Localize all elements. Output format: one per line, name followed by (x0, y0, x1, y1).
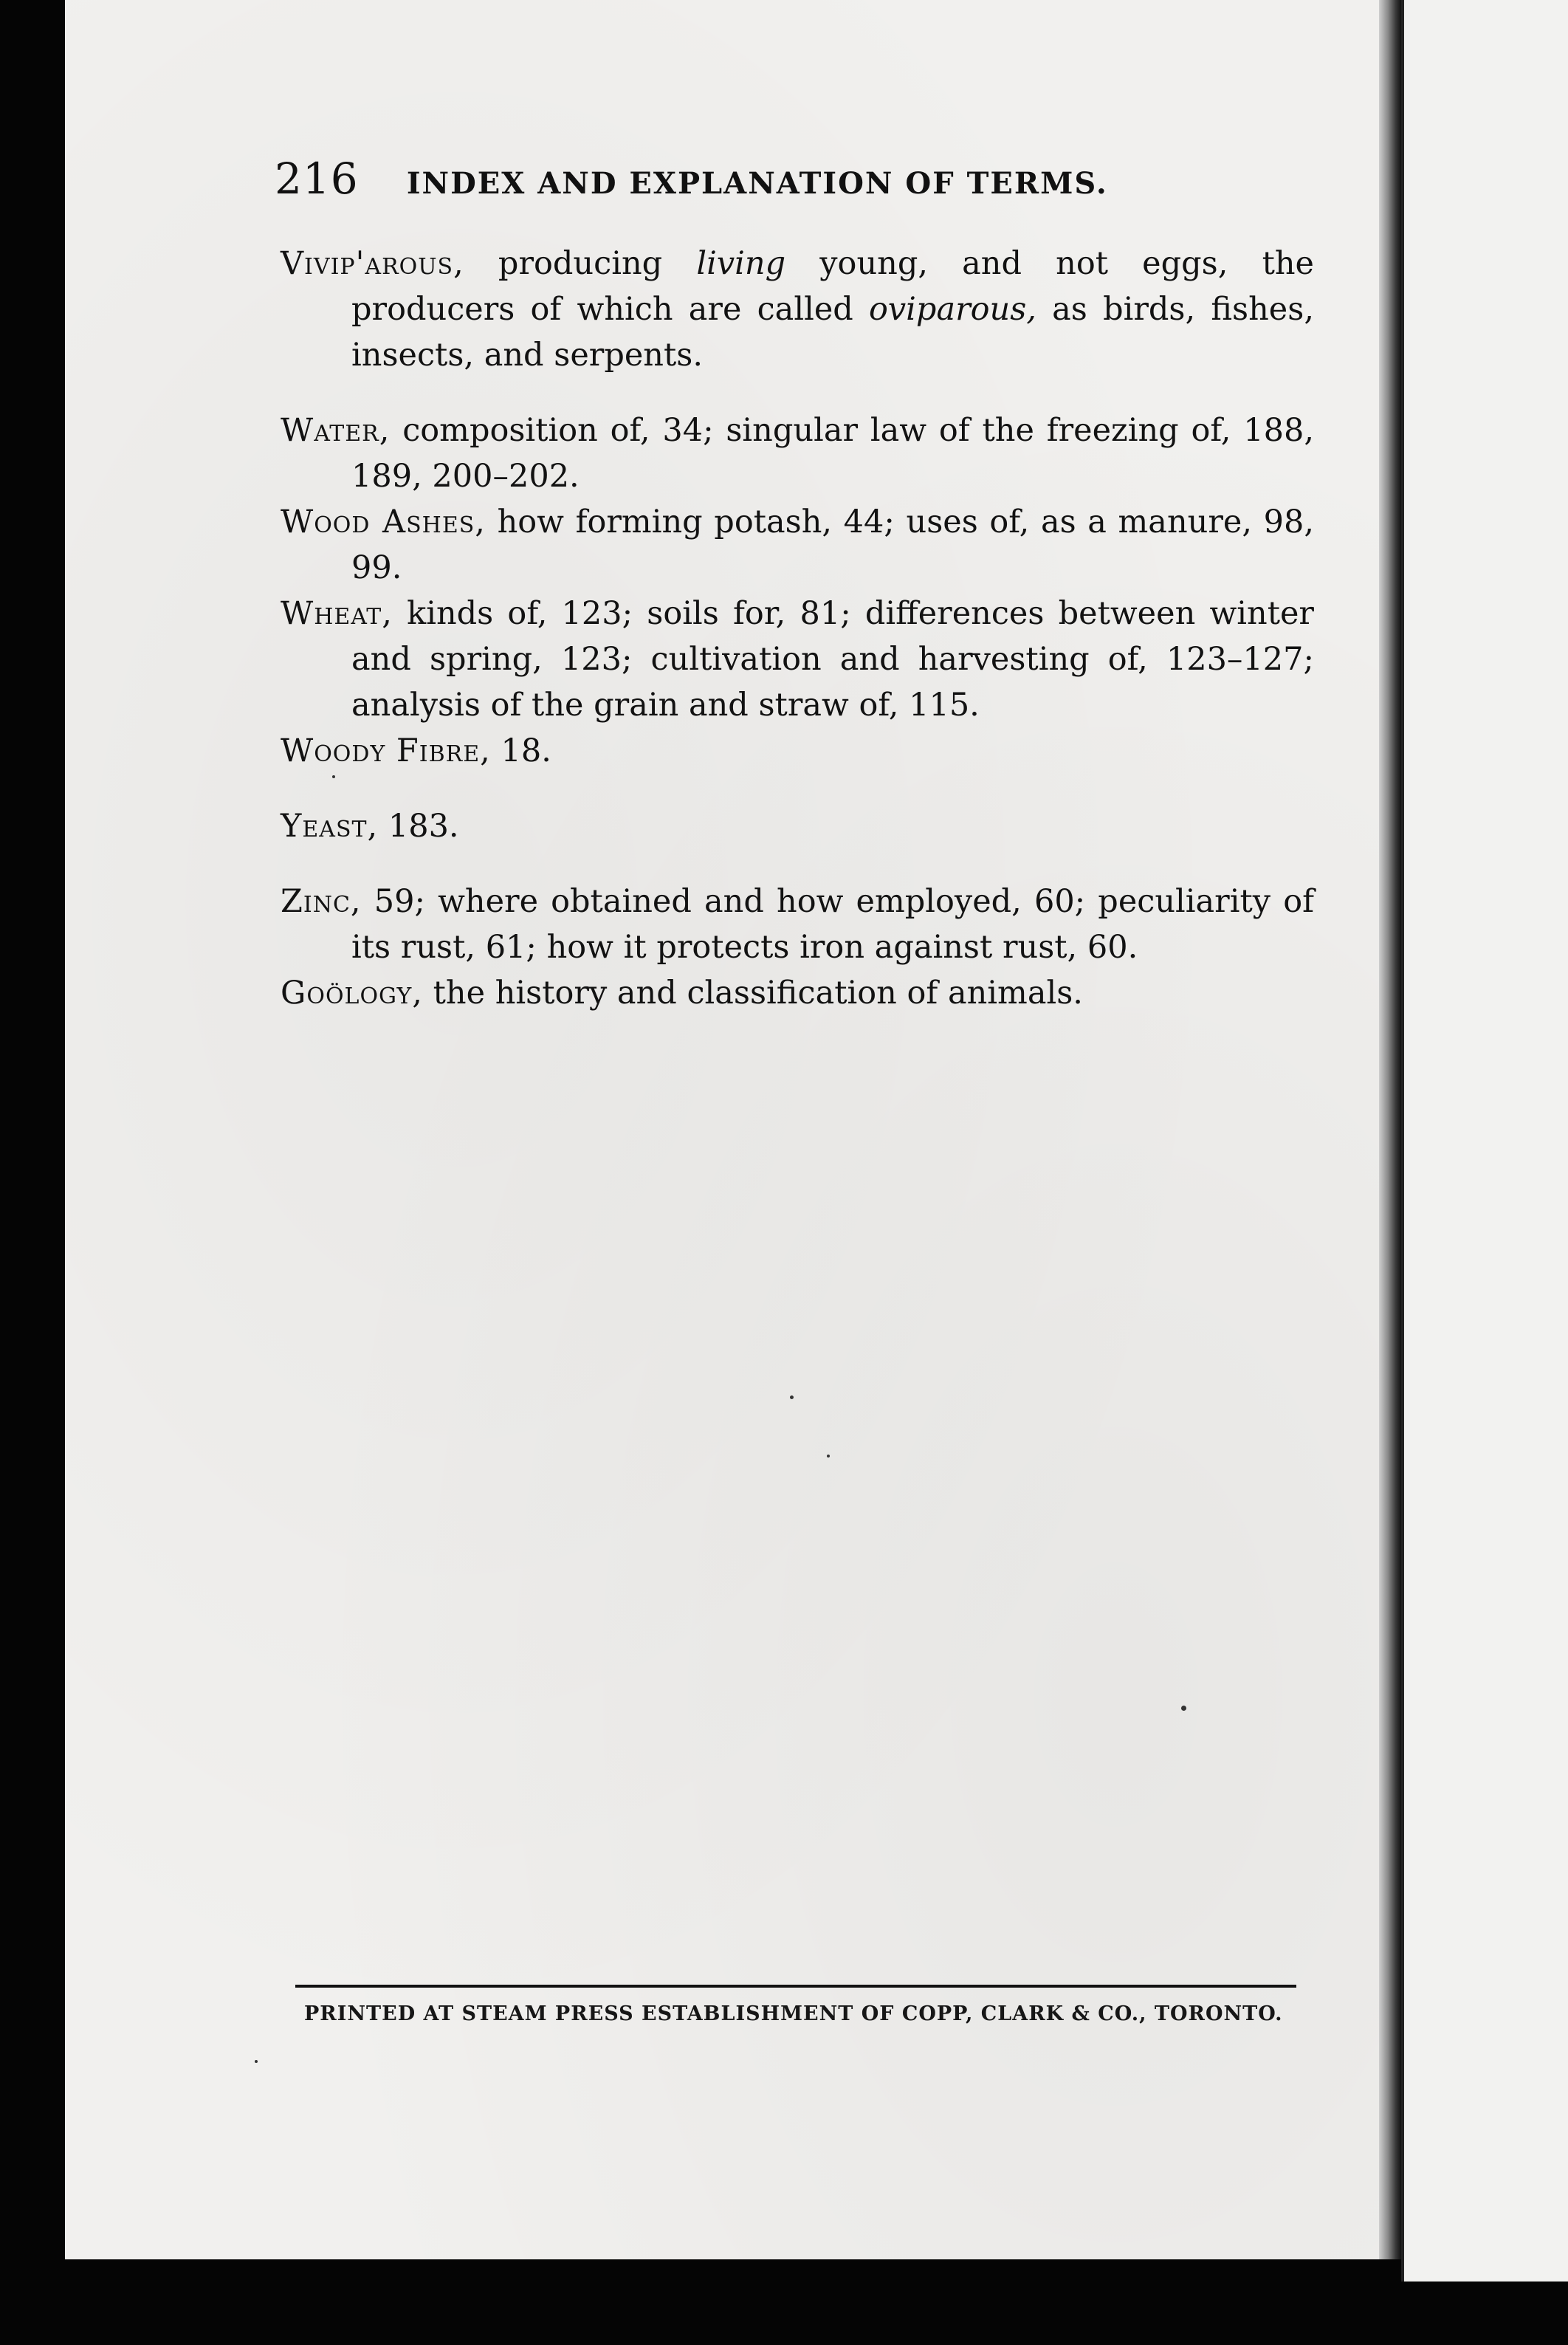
index-entries (281, 241, 1314, 1016)
entry-text: kinds of, 123; soils for, 81; differences between winter and spring, 123; cultivation and harvesting of, 123–127; analysis of the grain and straw of, 115. (351, 595, 1314, 724)
entry-text-italic: oviparous, (869, 291, 1036, 328)
index-entry-zoology (281, 970, 1314, 1016)
running-head (275, 154, 1160, 205)
index-entry-yeast (281, 803, 1314, 849)
entry-text: as birds, fishes, insects, and serpents. (351, 291, 1314, 374)
index-term: Vivip'arous, (281, 245, 464, 282)
scan-speck (790, 1395, 794, 1399)
entry-text: young, and not eggs, the producers of which are called (351, 245, 1314, 328)
index-entry-wheat (281, 591, 1314, 728)
page-number: 216 (275, 154, 359, 204)
index-entry-water (281, 408, 1314, 499)
index-term: Goölogy, (281, 975, 423, 1012)
entry-text: the history and classification of animals. (422, 975, 1083, 1012)
gutter-shadow (1379, 0, 1401, 2259)
printer-imprint: PRINTED AT STEAM PRESS ESTABLISHMENT OF COPP, CLARK & CO., TORONTO. (304, 2002, 1283, 2025)
facing-page-strip (1401, 0, 1568, 2282)
scan-speck (255, 2060, 258, 2063)
entry-text: producing (464, 245, 697, 282)
index-entry-woody-fibre (281, 728, 1314, 774)
entry-text: composition of, 34; singular law of the freezing of, 188, 189, 200–202. (351, 412, 1314, 495)
scan-speck (332, 775, 335, 778)
scan-speck (827, 1455, 830, 1458)
index-term: Zinc, (281, 883, 362, 920)
entry-text-italic: living (696, 245, 786, 282)
index-entry-zinc (281, 879, 1314, 970)
index-entry-wood-ashes (281, 499, 1314, 591)
footer-rule (295, 1985, 1296, 1988)
index-term: Woody Fibre, (281, 732, 491, 769)
running-head-title: INDEX AND EXPLANATION OF TERMS. (406, 166, 1108, 201)
index-term: Yeast, (281, 808, 379, 845)
entry-text: 18. (490, 732, 551, 769)
entry-text: 183. (378, 808, 459, 845)
entry-text: how forming potash, 44; uses of, as a manure, 98, 99. (351, 504, 1315, 586)
index-term: Wood Ashes, (281, 504, 486, 540)
scan-speck (1181, 1706, 1186, 1711)
index-term: Water, (281, 412, 391, 449)
index-entry-viviparous (281, 241, 1314, 378)
entry-text: 59; where obtained and how employed, 60; peculiarity of its rust, 61; how it protects iron against rust, 60. (351, 883, 1314, 966)
index-term: Wheat, (281, 595, 393, 632)
